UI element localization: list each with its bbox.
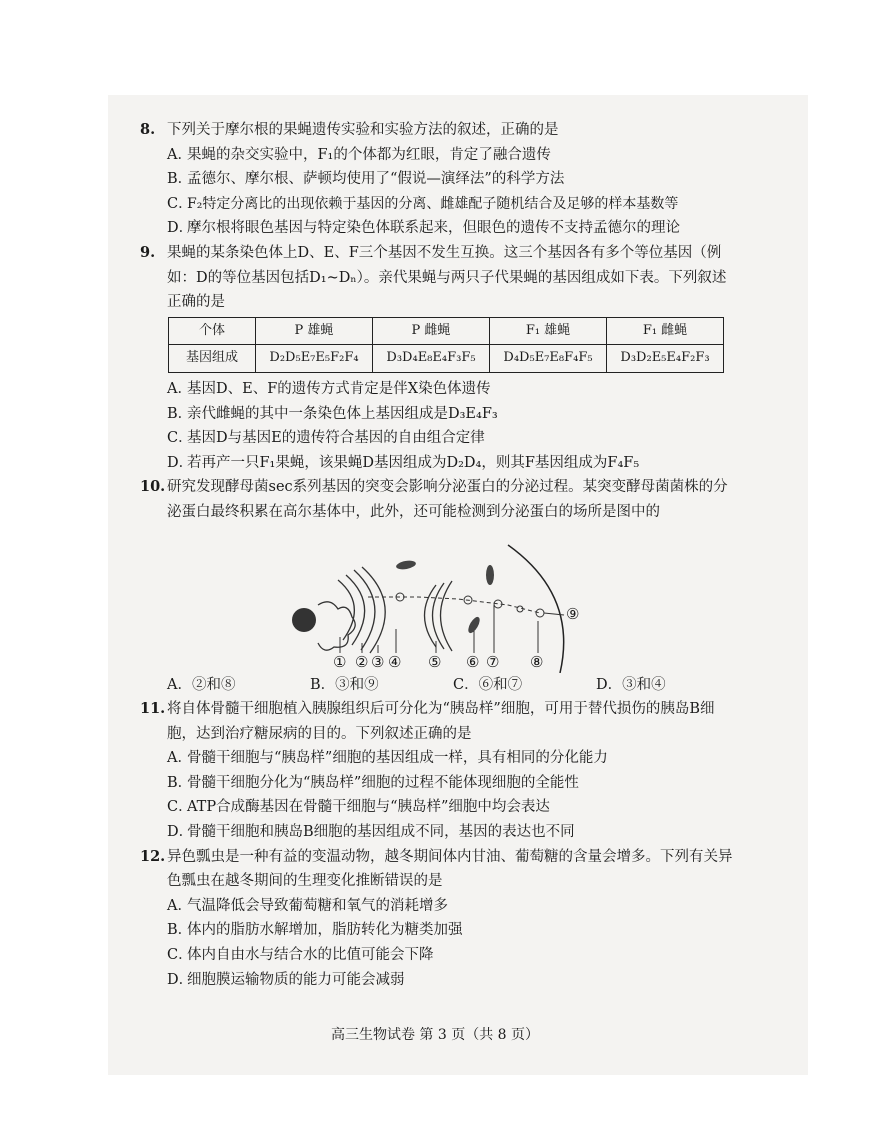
- table-row: [169, 345, 724, 373]
- option-a: A．骨髓干细胞与“胰岛样”细胞的基因组成一样，具有相同的分化能力: [167, 750, 608, 767]
- table-cell: F₁ 雄蝇: [490, 317, 607, 345]
- question-stem: 将自体骨髓干细胞植入胰腺组织后可分化为“胰岛样”细胞，可用于替代损伤的胰岛B细胞，达到治疗糖尿病的目的。下列叙述正确的是: [167, 701, 715, 742]
- diagram-label-2: ②: [355, 652, 369, 671]
- question-stem: 研究发现酵母菌sec系列基因的突变会影响分泌蛋白的分泌过程。某突变酵母菌菌株的分泌蛋白最终积累在高尔基体中，此外，还可能检测到分泌蛋白的场所是图中的: [167, 479, 728, 520]
- diagram-label-7: ⑦: [486, 652, 500, 671]
- page-footer: 高三生物试卷 第 3 页（共 8 页）: [330, 1027, 540, 1043]
- question-number: 9.: [140, 243, 156, 261]
- diagram-label-4: ④: [388, 652, 402, 671]
- table-cell: D₄D₅E₇E₈F₄F₅: [490, 345, 607, 373]
- question-number: 12.: [140, 847, 166, 865]
- option-a: A．基因D、E、F的遗传方式肯定是伴X染色体遗传: [167, 380, 491, 397]
- golgi-shape: [425, 581, 453, 651]
- option-d: D．若再产一只F₁果蝇，该果蝇D基因组成为D₂D₄，则其F基因组成为F₄F₅: [167, 454, 640, 471]
- nucleolus-shape: [292, 608, 316, 632]
- question-stem: 下列关于摩尔根的果蝇遗传实验和实验方法的叙述，正确的是: [167, 122, 559, 138]
- option-d: D．骨髓干细胞和胰岛B细胞的基因组成不同，基因的表达也不同: [167, 824, 575, 841]
- diagram-label-5: ⑤: [428, 652, 442, 671]
- table-cell: D₃D₂E₅E₄F₂F₃: [607, 345, 724, 373]
- option-c: C．ATP合成酶基因在骨髓干细胞与“胰岛样”细胞中均会表达: [167, 799, 550, 816]
- question-12: [140, 845, 740, 993]
- question-11: [140, 697, 740, 845]
- cell-secretion-diagram: [168, 525, 740, 673]
- question-10: [140, 475, 740, 697]
- table-cell: P 雄蝇: [256, 317, 373, 345]
- diagram-label-3: ③: [371, 652, 385, 671]
- question-9: [140, 241, 740, 475]
- question-number: 8.: [140, 121, 156, 138]
- gene-table: [168, 317, 724, 373]
- vesicle-path-shape: [368, 597, 540, 613]
- table-cell: F₁ 雌蝇: [607, 317, 724, 345]
- cell-diagram-svg: [168, 525, 688, 673]
- option-c: C．体内自由水与结合水的比值可能会下降: [167, 947, 434, 964]
- question-number: 10.: [140, 478, 166, 496]
- table-header-row: [169, 317, 724, 345]
- option-b: B．体内的脂肪水解增加，脂肪转化为糖类加强: [167, 922, 463, 939]
- table-cell: D₂D₅E₇E₅F₂F₄: [256, 345, 373, 373]
- diagram-label-9: ⑨: [566, 604, 580, 623]
- exam-page-content: [140, 118, 740, 992]
- label-lines: [340, 605, 564, 653]
- option-b: B．③和⑨: [310, 676, 379, 693]
- option-c: C．⑥和⑦: [453, 676, 523, 693]
- question-stem: 异色瓢虫是一种有益的变温动物，越冬期间体内甘油、葡萄糖的含量会增多。下列有关异色瓢虫在越冬期间的生理变化推断错误的是: [167, 848, 733, 890]
- option-b: B．骨髓干细胞分化为“胰岛样”细胞的过程不能体现细胞的全能性: [167, 774, 579, 791]
- table-cell: P 雌蝇: [373, 317, 490, 345]
- diagram-label-1: ①: [333, 652, 347, 671]
- question-8: [140, 118, 740, 241]
- option-d: D．细胞膜运输物质的能力可能会减弱: [167, 971, 405, 988]
- option-a: A．气温降低会导致葡萄糖和氧气的消耗增多: [167, 897, 448, 914]
- nucleus-envelope-shape: [318, 601, 355, 649]
- diagram-label-6: ⑥: [466, 652, 480, 671]
- inline-options: [140, 673, 740, 698]
- table-cell: 个体: [169, 317, 256, 345]
- diagram-label-8: ⑧: [530, 652, 544, 671]
- option-c: C．基因D与基因E的遗传符合基因的自由组合定律: [167, 430, 485, 447]
- option-c: C．F₂特定分离比的出现依赖于基因的分离、雌雄配子随机结合及足够的样本基数等: [167, 195, 679, 212]
- table-cell: D₃D₄E₈E₄F₃F₅: [373, 345, 490, 373]
- question-stem: 果蝇的某条染色体上D、E、F三个基因不发生互换。这三个基因各有多个等位基因（例如：D的等位基因包括D₁~Dₙ）。亲代果蝇与两只子代果蝇的基因组成如下表。下列叙述正确的是: [167, 244, 727, 311]
- option-a: A．②和⑧: [167, 676, 236, 693]
- question-number: 11.: [140, 700, 166, 718]
- option-d: D．摩尔根将眼色基因与特定染色体联系起来，但眼色的遗传不支持孟德尔的理论: [167, 220, 680, 237]
- option-d: D．③和④: [596, 676, 666, 693]
- option-a: A．果蝇的杂交实验中，F₁的个体都为红眼，肯定了融合遗传: [167, 146, 551, 163]
- option-b: B．亲代雌蝇的其中一条染色体上基因组成是D₃E₄F₃: [167, 405, 498, 422]
- er-shape: [338, 567, 385, 653]
- table-cell: 基因组成: [169, 345, 256, 373]
- option-b: B．孟德尔、摩尔根、萨顿均使用了“假说—演绎法”的科学方法: [167, 171, 565, 188]
